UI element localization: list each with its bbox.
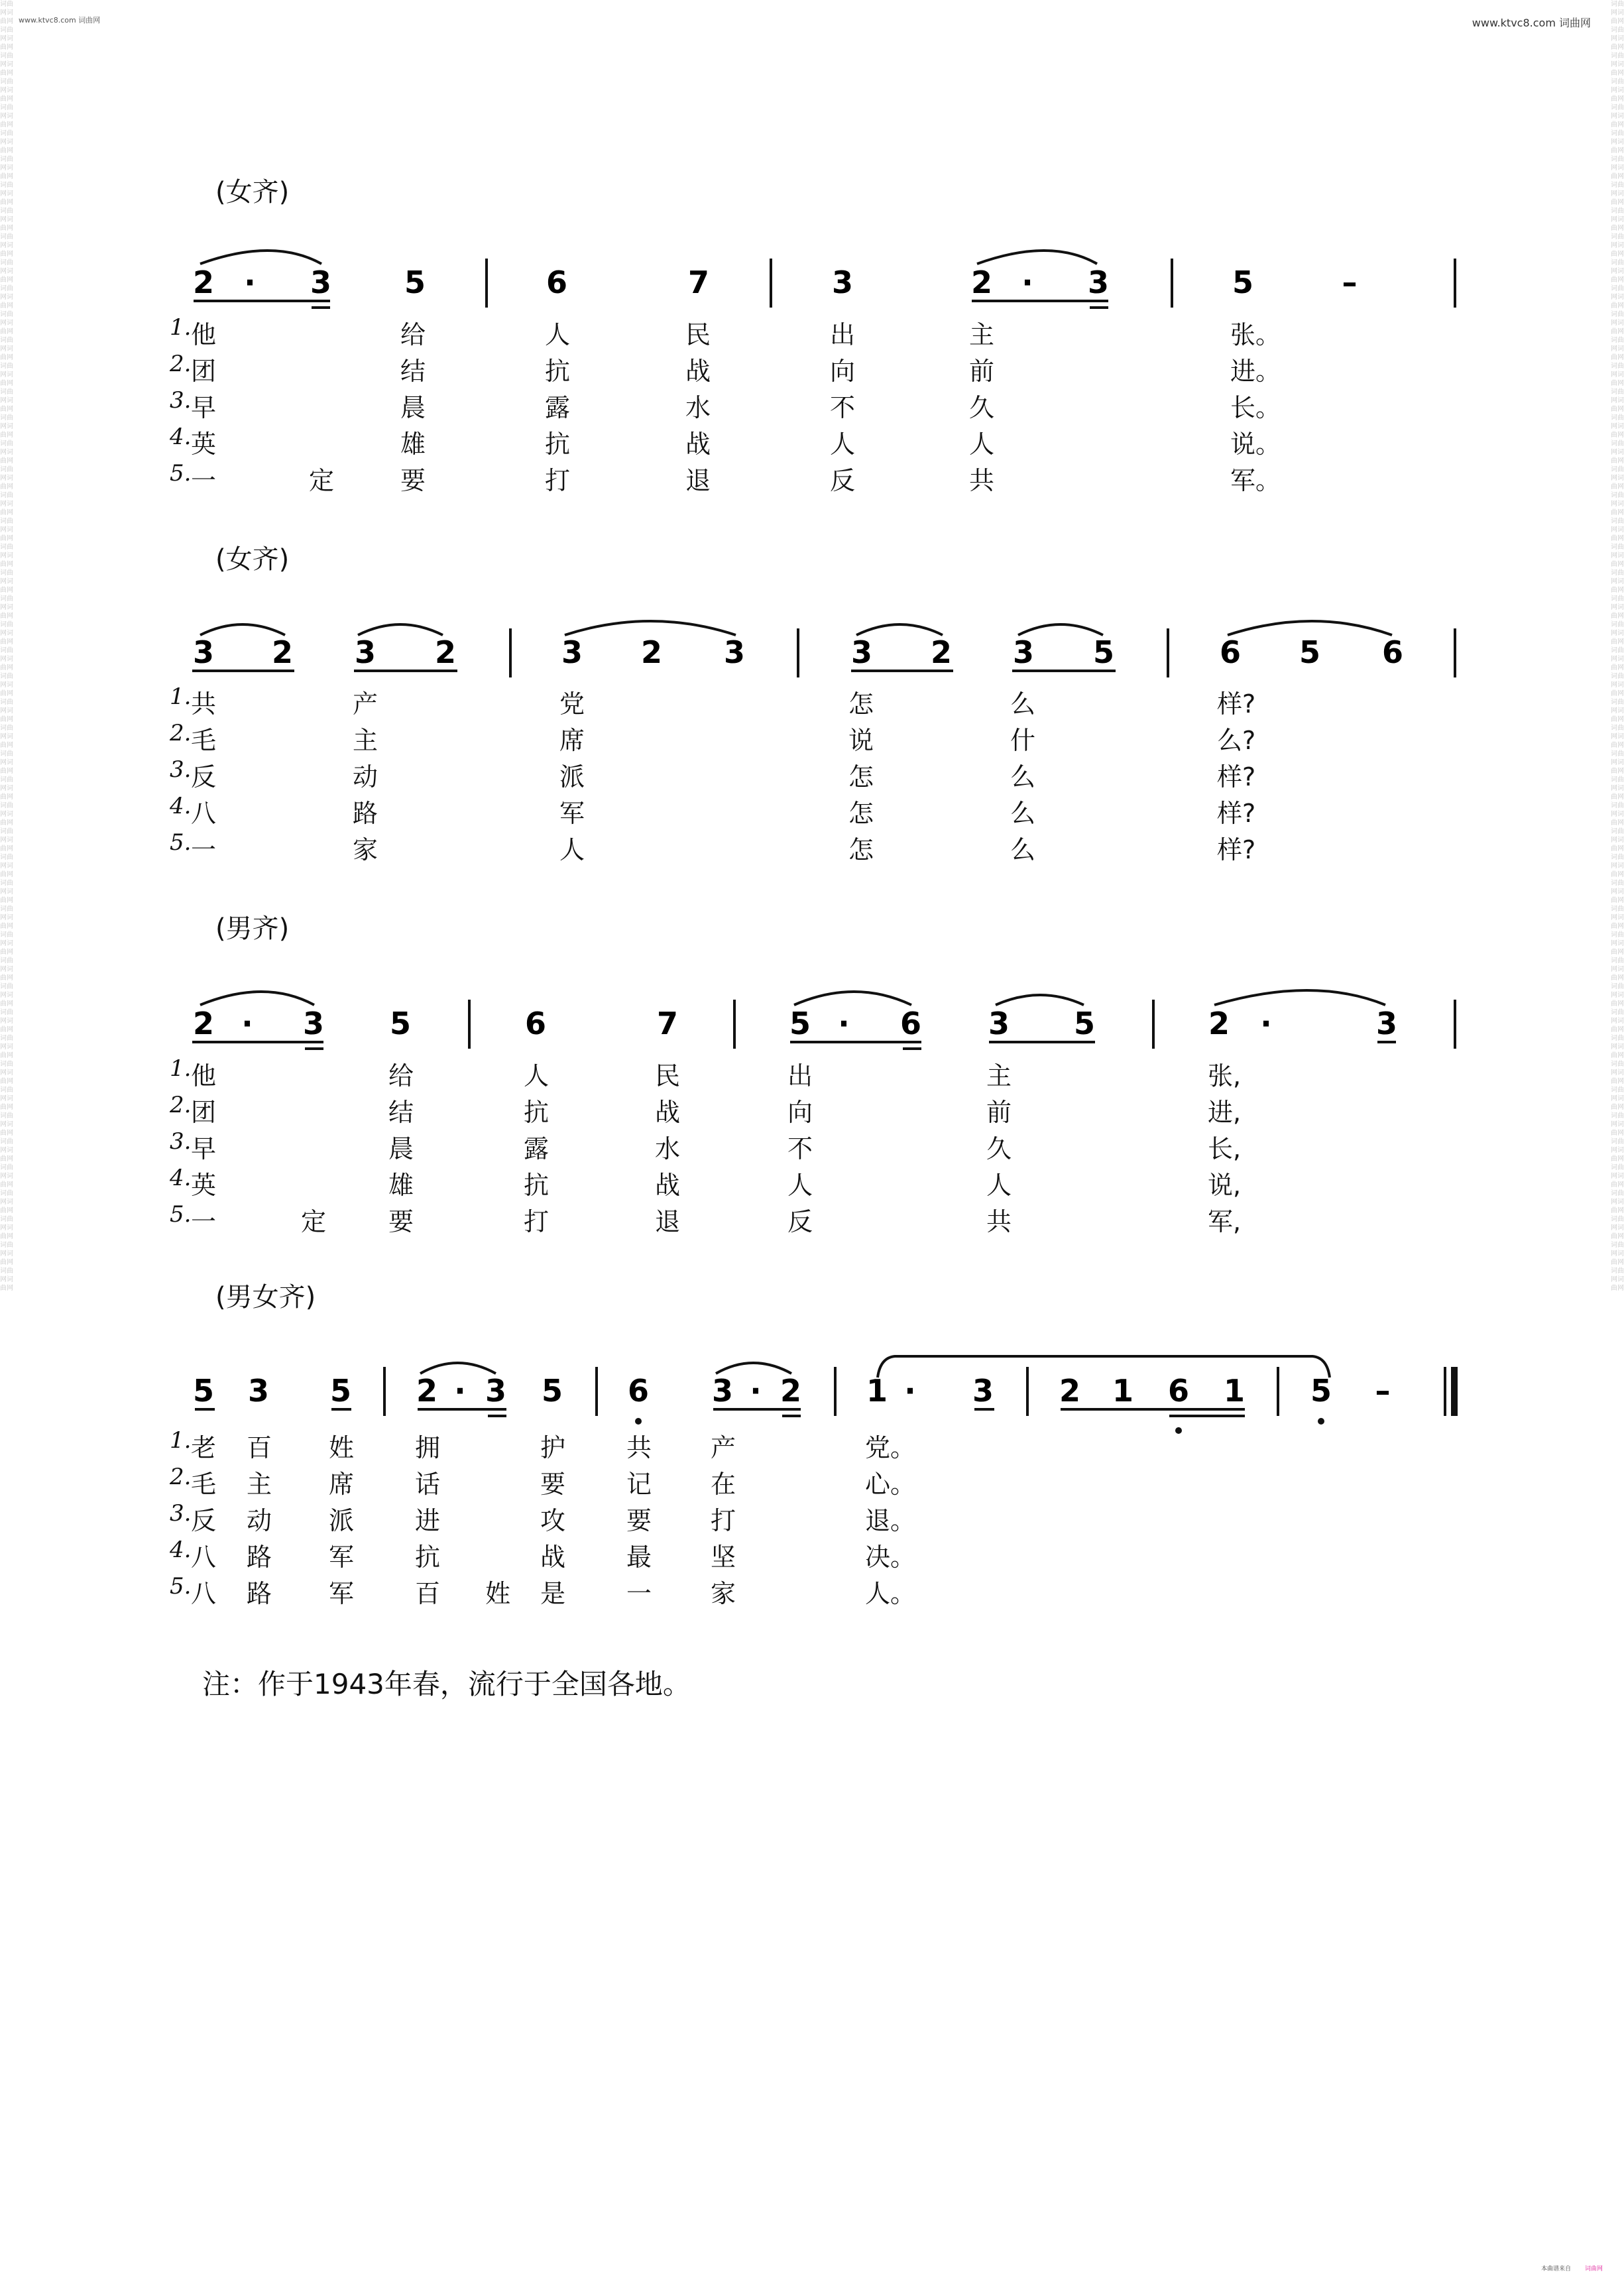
lyric-row xyxy=(0,1165,1624,1198)
lyric-char: 一 xyxy=(191,466,217,495)
lyric-row xyxy=(0,1500,1624,1533)
lyric-char: 人 xyxy=(830,430,856,459)
lyric-char: 进, xyxy=(1208,1098,1242,1127)
footer-site-label: 词曲网 xyxy=(1584,2266,1603,2272)
slur xyxy=(794,992,911,1005)
verse-number: 3. xyxy=(170,1500,192,1527)
part-label: (女齐) xyxy=(215,544,290,575)
lyric-char: 说 xyxy=(848,726,874,755)
lyric-char: 动 xyxy=(247,1506,272,1535)
lyric-char: 共 xyxy=(986,1207,1012,1236)
lyric-char: 结 xyxy=(400,357,426,386)
note: 3 xyxy=(310,264,332,300)
note: 6 xyxy=(627,1373,650,1409)
verse-number: 4. xyxy=(170,1537,192,1563)
part-label: (男女齐) xyxy=(215,1282,316,1313)
lyric-char: 他 xyxy=(191,320,217,349)
lyric-char: 样? xyxy=(1217,762,1256,791)
note: 2 xyxy=(780,1373,802,1409)
lyric-char: 英 xyxy=(191,430,217,459)
lyric-char: 民 xyxy=(655,1061,681,1090)
lyric-char: 百 xyxy=(415,1579,441,1608)
note: 3 xyxy=(972,1373,994,1409)
note: 5 xyxy=(789,1006,811,1041)
lyric-char: 要 xyxy=(626,1506,652,1535)
lyric-char: 向 xyxy=(830,357,856,386)
note: 3 xyxy=(485,1373,507,1409)
note: 6 xyxy=(899,1006,922,1041)
lyric-char: 军 xyxy=(329,1579,355,1608)
lyric-char: 一 xyxy=(191,835,217,864)
footer-source-label: 本曲谱来自 xyxy=(1540,2266,1571,2272)
note: 2 xyxy=(930,634,953,670)
lyric-char: 长, xyxy=(1208,1134,1242,1163)
header-watermark-right: www.ktvc8.com 词曲网 xyxy=(1472,17,1591,29)
lyric-row xyxy=(0,1055,1624,1088)
lyric-char: 党 xyxy=(559,689,585,719)
note: 3 xyxy=(1375,1006,1398,1041)
lyric-char: 战 xyxy=(685,430,711,459)
lyric-char: 共 xyxy=(626,1433,652,1462)
lyric-char: 晨 xyxy=(400,393,426,422)
slur xyxy=(996,995,1084,1005)
lyric-char: 一 xyxy=(626,1579,652,1608)
lyric-char: 反 xyxy=(830,466,856,495)
lyric-char: 一 xyxy=(191,1207,217,1236)
lyric-char: 战 xyxy=(540,1543,566,1572)
composition-note: 注：作于1943年春，流行于全国各地。 xyxy=(202,1668,691,1700)
lyric-char: 战 xyxy=(685,357,711,386)
dash: – xyxy=(1342,264,1358,300)
lyric-char: 攻 xyxy=(540,1506,566,1535)
lyric-row xyxy=(0,351,1624,384)
verse-number: 5. xyxy=(170,829,192,856)
lyric-char: 主 xyxy=(353,726,378,755)
note: 6 xyxy=(524,1006,547,1041)
lyric-row xyxy=(0,793,1624,826)
lyric-char: 水 xyxy=(655,1134,681,1163)
lyric-char: 么? xyxy=(1217,726,1256,755)
lyric-char: 席 xyxy=(329,1470,355,1499)
lyric-row xyxy=(0,460,1624,493)
lyric-char: 说。 xyxy=(1230,430,1281,459)
dash: – xyxy=(1375,1373,1391,1409)
note: 2 xyxy=(192,1006,215,1041)
lyric-char: 路 xyxy=(353,799,378,828)
lyric-char: 前 xyxy=(969,357,995,386)
lyric-char: 八 xyxy=(191,1543,217,1572)
note: 2 xyxy=(640,634,663,670)
slur xyxy=(977,251,1097,264)
note: 5 xyxy=(1232,264,1254,300)
lyric-char: 反 xyxy=(191,762,217,791)
lyric-char: 百 xyxy=(247,1433,272,1462)
note: 3 xyxy=(988,1006,1010,1041)
octave-dot xyxy=(1318,1418,1324,1425)
lyric-char: 毛 xyxy=(191,726,217,755)
note-dot: · xyxy=(244,264,256,300)
lyric-row xyxy=(0,720,1624,753)
lyric-char: 什 xyxy=(1010,726,1036,755)
note: 5 xyxy=(1310,1373,1332,1409)
note: 5 xyxy=(389,1006,412,1041)
note: 5 xyxy=(1073,1006,1096,1041)
lyric-char: 动 xyxy=(353,762,378,791)
note: 2 xyxy=(1208,1006,1230,1041)
verse-number: 1. xyxy=(170,314,192,341)
lyric-row xyxy=(0,1201,1624,1234)
lyric-char: 给 xyxy=(388,1061,414,1090)
note-dot: · xyxy=(1260,1006,1272,1041)
lyric-char: 雄 xyxy=(400,430,426,459)
lyric-char: 军。 xyxy=(1230,466,1281,495)
lyric-char: 人 xyxy=(524,1061,550,1090)
lyric-char: 进。 xyxy=(1230,357,1281,386)
lyric-char: 要 xyxy=(388,1207,414,1236)
lyric-char: 人 xyxy=(969,430,995,459)
note-dot: · xyxy=(454,1373,466,1409)
note: 6 xyxy=(546,264,568,300)
lyric-char: 军 xyxy=(559,799,585,828)
verse-number: 3. xyxy=(170,387,192,414)
lyric-char: 人 xyxy=(545,320,571,349)
lyric-char: 话 xyxy=(415,1470,441,1499)
lyric-char: 人 xyxy=(559,835,585,864)
lyric-row xyxy=(0,314,1624,347)
lyric-char: 要 xyxy=(400,466,426,495)
header-watermark-left: www.ktvc8.com 词曲网 xyxy=(19,16,101,25)
lyric-char: 抗 xyxy=(545,357,571,386)
lyric-char: 定 xyxy=(301,1207,327,1236)
lyric-char: 决。 xyxy=(865,1543,916,1572)
lyric-char: 结 xyxy=(388,1098,414,1127)
lyric-char: 坚 xyxy=(711,1543,736,1572)
lyric-char: 派 xyxy=(559,762,585,791)
lyric-char: 派 xyxy=(329,1506,355,1535)
lyric-char: 家 xyxy=(711,1579,736,1608)
note: 3 xyxy=(192,634,215,670)
lyric-char: 党。 xyxy=(865,1433,916,1462)
note: 1 xyxy=(866,1373,888,1409)
slur xyxy=(565,621,736,635)
verse-number: 3. xyxy=(170,1128,192,1155)
part-label: (女齐) xyxy=(215,177,290,207)
lyric-char: 张。 xyxy=(1230,320,1281,349)
lyric-char: 心。 xyxy=(865,1470,916,1499)
lyric-char: 民 xyxy=(685,320,711,349)
lyric-char: 水 xyxy=(685,393,711,422)
lyric-char: 产 xyxy=(353,689,378,719)
note: 3 xyxy=(711,1373,734,1409)
lyric-char: 席 xyxy=(559,726,585,755)
lyric-char: 退 xyxy=(685,466,711,495)
note: 6 xyxy=(1381,634,1404,670)
note: 3 xyxy=(354,634,377,670)
lyric-char: 姓 xyxy=(329,1433,355,1462)
lyric-char: 退。 xyxy=(865,1506,916,1535)
lyric-char: 毛 xyxy=(191,1470,217,1499)
note: 2 xyxy=(1059,1373,1081,1409)
note: 5 xyxy=(1299,634,1321,670)
lyric-char: 军 xyxy=(329,1543,355,1572)
note-dot: · xyxy=(1021,264,1033,300)
note: 5 xyxy=(404,264,426,300)
lyric-row xyxy=(0,756,1624,790)
lyric-char: 久 xyxy=(969,393,995,422)
lyric-row xyxy=(0,424,1624,457)
lyric-char: 张, xyxy=(1208,1061,1242,1090)
lyric-char: 英 xyxy=(191,1171,217,1200)
verse-number: 1. xyxy=(170,1055,192,1082)
slur xyxy=(856,624,943,635)
lyric-char: 反 xyxy=(787,1207,813,1236)
note-dot: · xyxy=(904,1373,916,1409)
lyric-char: 么 xyxy=(1010,689,1036,719)
lyric-char: 他 xyxy=(191,1061,217,1090)
verse-number: 1. xyxy=(170,1427,192,1454)
lyric-row xyxy=(0,1573,1624,1606)
lyric-char: 八 xyxy=(191,1579,217,1608)
lyric-char: 八 xyxy=(191,799,217,828)
lyric-char: 进 xyxy=(415,1506,441,1535)
lyric-row xyxy=(0,1092,1624,1125)
verse-number: 4. xyxy=(170,424,192,450)
lyric-row xyxy=(0,1464,1624,1497)
right-watermark-strip: 词曲网词曲网词曲网词曲网词曲网词曲网词曲网词曲网词曲网词曲网词曲网词曲网词曲网词曲网词曲网词曲网词曲网词曲网词曲网词曲网词曲网词曲网词曲网词曲网词曲网词曲网词曲网词曲网词曲网词曲网词曲网词曲网词曲网词曲网词曲网词曲网词曲网词曲网词曲网词曲网词曲网词曲网词曲网词曲网词曲网词曲网词曲网词曲网词曲网词曲网词曲网词曲网词曲网词曲网词曲网词曲网词曲网词曲网词曲网词曲网词曲网词曲网词曲网词曲网词曲网词曲网词曲网词曲网词曲网词曲网词曲网词曲网词曲网词曲网词曲网词曲网词曲网词曲网词曲网词曲网词曲网词曲网词曲网词曲网词曲网词曲网词曲网词曲网词曲网词曲网词曲网词曲网词曲网词曲网词曲网词曲网词曲网词曲网词曲网词曲网 xyxy=(1611,1,1624,1292)
verse-number: 2. xyxy=(170,1092,192,1118)
lyric-char: 么 xyxy=(1010,835,1036,864)
lyric-char: 军, xyxy=(1208,1207,1242,1236)
slur xyxy=(200,624,285,635)
lyric-char: 打 xyxy=(524,1207,550,1236)
lyric-char: 早 xyxy=(191,1134,217,1163)
note: 3 xyxy=(1087,264,1110,300)
slur xyxy=(1228,621,1392,635)
lyric-row xyxy=(0,1128,1624,1161)
note: 2 xyxy=(416,1373,438,1409)
lyric-char: 说, xyxy=(1208,1171,1242,1200)
verse-number: 5. xyxy=(170,1201,192,1228)
note: 2 xyxy=(271,634,294,670)
octave-dot xyxy=(635,1418,642,1425)
lyric-row xyxy=(0,683,1624,717)
note: 7 xyxy=(656,1006,679,1041)
note: 3 xyxy=(831,264,854,300)
lyric-char: 样? xyxy=(1217,799,1256,828)
lyric-char: 怎 xyxy=(848,689,874,719)
lyric-char: 抗 xyxy=(415,1543,441,1572)
verse-number: 2. xyxy=(170,720,192,746)
note: 3 xyxy=(850,634,873,670)
verse-number: 1. xyxy=(170,683,192,710)
note: 1 xyxy=(1223,1373,1246,1409)
note: 6 xyxy=(1167,1373,1190,1409)
lyric-char: 雄 xyxy=(388,1171,414,1200)
lyric-char: 老 xyxy=(191,1433,217,1462)
lyric-char: 不 xyxy=(830,393,856,422)
note: 7 xyxy=(687,264,710,300)
slur xyxy=(200,992,314,1005)
verse-number: 4. xyxy=(170,1165,192,1191)
lyric-char: 团 xyxy=(191,357,217,386)
note: 5 xyxy=(1092,634,1115,670)
lyric-char: 露 xyxy=(524,1134,550,1163)
lyric-char: 早 xyxy=(191,393,217,422)
lyric-char: 路 xyxy=(247,1579,272,1608)
note-dot: · xyxy=(838,1006,850,1041)
note: 2 xyxy=(970,264,993,300)
slur xyxy=(420,1363,496,1374)
lyric-char: 露 xyxy=(545,393,571,422)
note: 2 xyxy=(434,634,457,670)
lyric-char: 最 xyxy=(626,1543,652,1572)
verse-number: 2. xyxy=(170,1464,192,1490)
verse-number: 3. xyxy=(170,756,192,783)
lyric-char: 向 xyxy=(787,1098,813,1127)
verse-number: 5. xyxy=(170,1573,192,1600)
lyric-char: 人 xyxy=(787,1171,813,1200)
lyric-row xyxy=(0,1537,1624,1570)
note: 6 xyxy=(1219,634,1242,670)
slur xyxy=(1018,624,1103,635)
lyric-char: 人。 xyxy=(865,1579,916,1608)
note: 3 xyxy=(723,634,746,670)
lyric-char: 样? xyxy=(1217,835,1256,864)
lyric-char: 反 xyxy=(191,1506,217,1535)
lyric-row xyxy=(0,1427,1624,1460)
lyric-char: 共 xyxy=(191,689,217,719)
lyric-char: 退 xyxy=(655,1207,681,1236)
verse-number: 4. xyxy=(170,793,192,819)
note: 5 xyxy=(329,1373,352,1409)
note: 3 xyxy=(561,634,583,670)
lyric-char: 是 xyxy=(540,1579,566,1608)
lyric-char: 不 xyxy=(787,1134,813,1163)
lyric-char: 定 xyxy=(309,466,335,495)
note-dot: · xyxy=(750,1373,762,1409)
slur xyxy=(358,624,443,635)
note: 3 xyxy=(302,1006,325,1041)
lyric-char: 共 xyxy=(969,466,995,495)
note: 1 xyxy=(1112,1373,1134,1409)
note: 5 xyxy=(192,1373,215,1409)
lyric-char: 出 xyxy=(787,1061,813,1090)
lyric-char: 护 xyxy=(540,1433,566,1462)
lyric-char: 怎 xyxy=(848,762,874,791)
lyric-char: 么 xyxy=(1010,762,1036,791)
lyric-char: 路 xyxy=(247,1543,272,1572)
slur xyxy=(716,1363,791,1374)
lyric-char: 出 xyxy=(830,320,856,349)
lyric-char: 抗 xyxy=(545,430,571,459)
lyric-char: 打 xyxy=(711,1506,736,1535)
lyric-char: 晨 xyxy=(388,1134,414,1163)
verse-number: 2. xyxy=(170,351,192,377)
note: 5 xyxy=(541,1373,563,1409)
lyric-char: 在 xyxy=(711,1470,736,1499)
lyric-row xyxy=(0,829,1624,862)
lyric-char: 久 xyxy=(986,1134,1012,1163)
lyric-char: 产 xyxy=(711,1433,736,1462)
lyric-char: 长。 xyxy=(1230,393,1281,422)
lyric-char: 要 xyxy=(540,1470,566,1499)
part-label: (男齐) xyxy=(215,913,290,944)
note: 3 xyxy=(1012,634,1035,670)
note-dot: · xyxy=(241,1006,253,1041)
lyric-char: 么 xyxy=(1010,799,1036,828)
lyric-char: 前 xyxy=(986,1098,1012,1127)
note: 3 xyxy=(247,1373,270,1409)
lyric-char: 记 xyxy=(626,1470,652,1499)
lyric-char: 主 xyxy=(969,320,995,349)
tie-bracket xyxy=(878,1356,1330,1377)
note: 2 xyxy=(192,264,215,300)
lyric-char: 抗 xyxy=(524,1171,550,1200)
lyric-char: 抗 xyxy=(524,1098,550,1127)
lyric-char: 怎 xyxy=(848,835,874,864)
lyric-row xyxy=(0,387,1624,420)
lyric-char: 战 xyxy=(655,1171,681,1200)
left-watermark-strip: 词曲网词曲网词曲网词曲网词曲网词曲网词曲网词曲网词曲网词曲网词曲网词曲网词曲网词曲网词曲网词曲网词曲网词曲网词曲网词曲网词曲网词曲网词曲网词曲网词曲网词曲网词曲网词曲网词曲网词曲网词曲网词曲网词曲网词曲网词曲网词曲网词曲网词曲网词曲网词曲网词曲网词曲网词曲网词曲网词曲网词曲网词曲网词曲网词曲网词曲网词曲网词曲网词曲网词曲网词曲网词曲网词曲网词曲网词曲网词曲网词曲网词曲网词曲网词曲网词曲网词曲网词曲网词曲网词曲网词曲网词曲网词曲网词曲网词曲网词曲网词曲网词曲网词曲网词曲网词曲网词曲网词曲网词曲网词曲网词曲网词曲网词曲网词曲网词曲网词曲网词曲网词曲网词曲网词曲网词曲网词曲网词曲网词曲网词曲网词曲网 xyxy=(0,1,13,1292)
lyric-char: 样? xyxy=(1217,689,1256,719)
lyric-char: 打 xyxy=(545,466,571,495)
lyric-char: 主 xyxy=(986,1061,1012,1090)
lyric-char: 姓 xyxy=(485,1579,511,1608)
lyric-char: 家 xyxy=(353,835,378,864)
lyric-char: 战 xyxy=(655,1098,681,1127)
lyric-char: 团 xyxy=(191,1098,217,1127)
verse-number: 5. xyxy=(170,460,192,487)
lyric-char: 怎 xyxy=(848,799,874,828)
lyric-char: 人 xyxy=(986,1171,1012,1200)
lyric-char: 给 xyxy=(400,320,426,349)
slur xyxy=(1214,990,1385,1005)
slur xyxy=(200,251,321,264)
lyric-char: 拥 xyxy=(415,1433,441,1462)
lyric-char: 主 xyxy=(247,1470,272,1499)
